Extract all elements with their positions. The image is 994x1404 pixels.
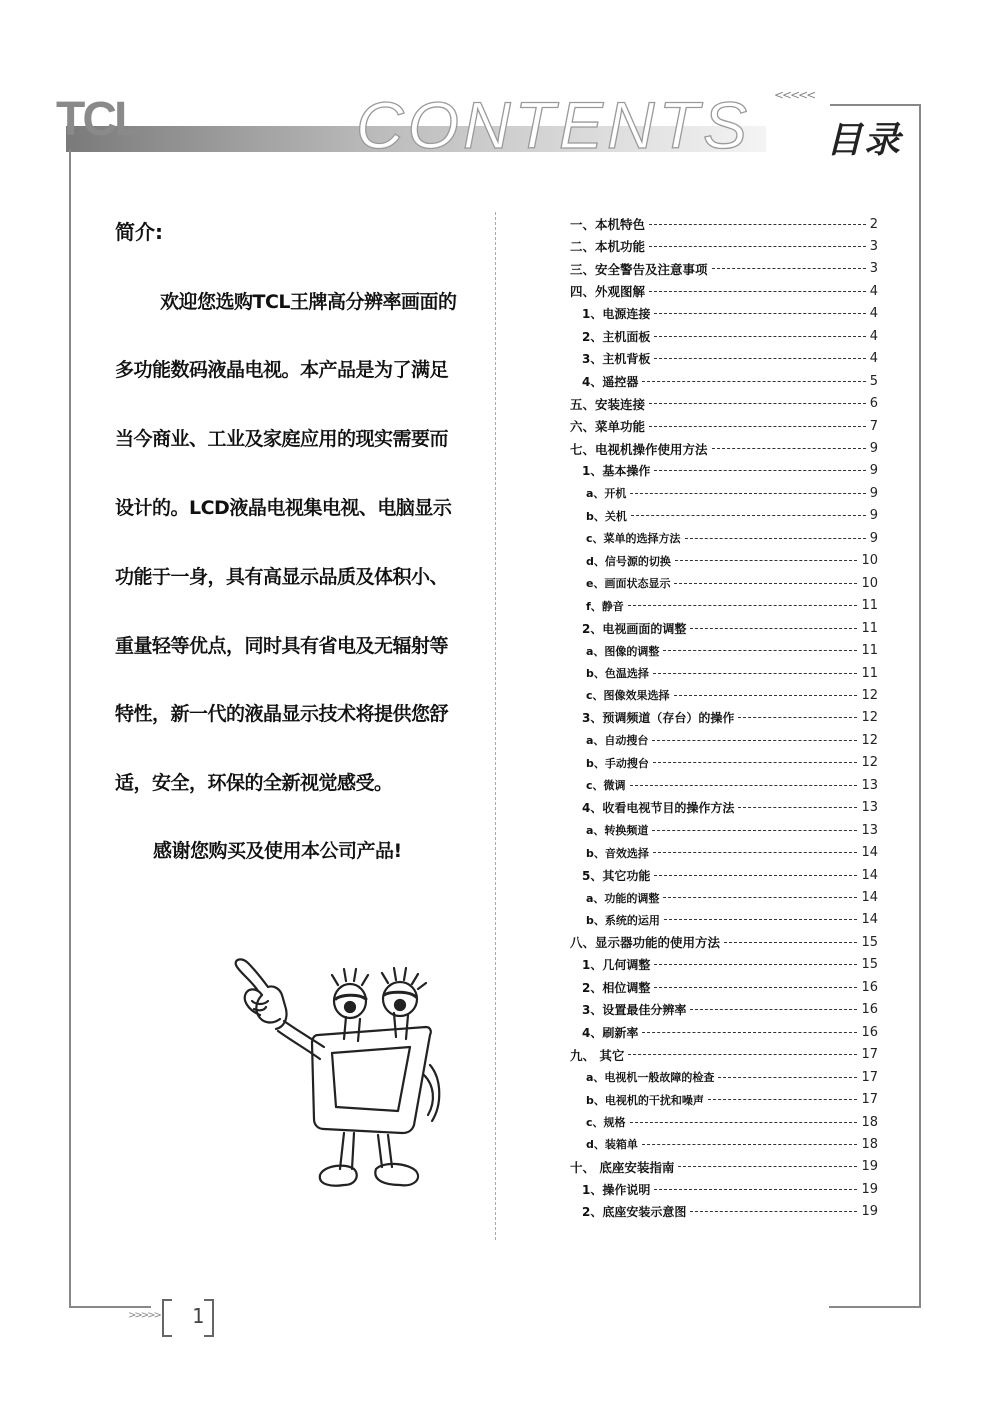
intro-line: 适，安全，环保的全新视觉感受。 xyxy=(115,772,393,794)
toc-entry-title: a、转换频道 xyxy=(586,824,649,838)
toc-entry-title: c、规格 xyxy=(586,1116,626,1129)
toc-entry-title: a、开机 xyxy=(586,487,627,501)
toc-entry-page: 4 xyxy=(869,351,878,367)
toc-entry xyxy=(570,842,878,864)
toc-entry-title: b、音效选择 xyxy=(586,846,649,860)
toc-entry xyxy=(570,729,878,751)
toc-dash-leader xyxy=(630,785,858,786)
toc-entry-title: 1、操作说明 xyxy=(582,1182,651,1197)
toc-entry-title: 1、电源连接 xyxy=(582,307,651,322)
toc-entry-title: 2、主机面板 xyxy=(582,329,651,344)
toc-entry-page: 6 xyxy=(869,396,878,412)
toc-dash-leader xyxy=(654,336,865,337)
toc-dash-leader xyxy=(685,538,866,539)
toc-entry xyxy=(570,1178,878,1200)
toc-entry-page: 14 xyxy=(861,890,878,905)
toc-entry xyxy=(570,1021,878,1043)
toc-dash-leader xyxy=(718,1077,857,1078)
toc-entry-page: 14 xyxy=(861,912,878,928)
toc-entry-title: d、信号源的切换 xyxy=(586,554,671,568)
toc-entry-title: 2、电视画面的调整 xyxy=(582,621,687,636)
toc-entry xyxy=(570,370,878,392)
toc-entry xyxy=(570,954,878,976)
contents-heading: CONTENTS xyxy=(356,88,751,162)
toc-dash-leader xyxy=(724,942,857,943)
intro-line: 当今商业、工业及家庭应用的现实需要而 xyxy=(115,428,449,450)
toc-entry-title: 2、底座安装示意图 xyxy=(582,1205,687,1220)
toc-entry-page: 18 xyxy=(861,1136,878,1152)
toc-entry-page: 9 xyxy=(869,463,878,479)
toc-entry-page: 5 xyxy=(869,373,878,389)
frame-top-right-line xyxy=(830,104,921,106)
toc-entry-title: 3、主机背板 xyxy=(582,352,651,367)
toc-entry xyxy=(570,1156,878,1178)
toc-entry-page: 3 xyxy=(869,261,878,277)
toc-dash-leader xyxy=(630,493,865,494)
toc-entry-title: 3、预调频道（存台）的操作 xyxy=(582,711,735,726)
page-number: 1 xyxy=(192,1304,205,1328)
toc-entry-title: a、功能的调整 xyxy=(586,891,660,905)
toc-entry xyxy=(570,684,878,706)
toc-dash-leader xyxy=(654,470,865,471)
toc-entry xyxy=(570,258,878,280)
toc-entry-page: 7 xyxy=(869,418,878,434)
toc-entry xyxy=(570,303,878,325)
toc-entry xyxy=(570,550,878,572)
frame-bottom-right-line xyxy=(829,1306,921,1308)
toc-entry-page: 4 xyxy=(869,283,878,299)
toc-entry xyxy=(570,864,878,886)
page-bracket-left xyxy=(162,1299,172,1337)
toc-entry xyxy=(570,1201,878,1223)
tv-mascot-illustration xyxy=(228,955,448,1195)
toc-dash-leader xyxy=(663,650,857,651)
toc-entry xyxy=(570,999,878,1021)
toc-entry xyxy=(570,393,878,415)
toc-entry xyxy=(570,662,878,684)
tcl-logo: TCL xyxy=(56,93,141,146)
toc-entry-page: 18 xyxy=(861,1114,878,1130)
toc-entry-page: 11 xyxy=(861,620,878,636)
toc-entry-page: 11 xyxy=(861,665,878,681)
toc-entry xyxy=(570,640,878,662)
toc-entry-page: 9 xyxy=(869,508,878,524)
toc-entry-page: 17 xyxy=(861,1069,878,1085)
toc-entry-title: 六、菜单功能 xyxy=(570,419,646,435)
toc-entry-page: 10 xyxy=(861,553,878,569)
page-title: 目录 xyxy=(826,119,903,161)
toc-entry xyxy=(570,1089,878,1111)
toc-entry xyxy=(570,797,878,819)
toc-entry xyxy=(570,415,878,437)
toc-entry-title: 七、电视机操作使用方法 xyxy=(570,441,708,457)
toc-dash-leader xyxy=(663,897,857,898)
toc-entry xyxy=(570,595,878,617)
toc-entry-page: 14 xyxy=(861,867,878,883)
toc-entry-title: d、装箱单 xyxy=(586,1138,638,1152)
toc-entry xyxy=(570,505,878,527)
toc-entry-page: 12 xyxy=(861,710,878,726)
toc-entry-title: b、关机 xyxy=(586,509,627,523)
toc-entry-page: 13 xyxy=(861,822,878,838)
toc-dash-leader xyxy=(642,381,865,382)
toc-entry xyxy=(570,931,878,953)
toc-entry-page: 17 xyxy=(861,1092,878,1108)
toc-dash-leader xyxy=(630,1122,858,1123)
header-chevrons: <<<<< xyxy=(774,88,815,102)
toc-entry-page: 19 xyxy=(861,1181,878,1197)
toc-entry xyxy=(570,617,878,639)
toc-dash-leader xyxy=(628,1054,857,1055)
toc-dash-leader xyxy=(664,919,858,920)
toc-dash-leader xyxy=(653,673,858,674)
toc-dash-leader xyxy=(631,515,866,516)
toc-dash-leader xyxy=(653,762,858,763)
toc-dash-leader xyxy=(652,740,857,741)
toc-dash-leader xyxy=(690,1009,857,1010)
toc-entry-title: 1、几何调整 xyxy=(582,958,651,973)
footer-chevrons: >>>>> xyxy=(128,1310,160,1321)
toc-entry-title: 5、其它功能 xyxy=(582,868,651,883)
toc-entry xyxy=(570,438,878,460)
toc-entry-title: f、静音 xyxy=(586,599,624,613)
toc-dash-leader xyxy=(642,1032,857,1033)
toc-dash-leader xyxy=(649,426,866,427)
toc-dash-leader xyxy=(654,1189,857,1190)
toc-entry xyxy=(570,1066,878,1088)
toc-entry xyxy=(570,819,878,841)
toc-entry-page: 13 xyxy=(861,777,878,793)
toc-entry xyxy=(570,235,878,257)
toc-dash-leader xyxy=(712,448,866,449)
toc-entry-page: 2 xyxy=(869,216,878,232)
toc-entry-title: 五、安装连接 xyxy=(570,396,646,412)
toc-entry-page: 19 xyxy=(861,1159,878,1175)
intro-line: 重量轻等优点，同时具有省电及无辐射等 xyxy=(115,635,449,657)
toc-entry-title: 九、 其它 xyxy=(570,1047,625,1063)
toc-entry-title: 八、显示器功能的使用方法 xyxy=(570,935,721,951)
toc-entry-title: a、自动搜台 xyxy=(586,734,649,748)
toc-entry-page: 12 xyxy=(861,755,878,771)
toc-entry-page: 16 xyxy=(861,1002,878,1018)
toc-entry-title: b、色温选择 xyxy=(586,667,649,680)
toc-entry-page: 15 xyxy=(861,957,878,973)
intro-line: 功能于一身，具有高显示品质及体积小、 xyxy=(115,566,449,588)
frame-right-line xyxy=(919,104,921,1308)
toc-dash-leader xyxy=(652,830,857,831)
intro-line: 欢迎您选购TCL王牌高分辨率画面的 xyxy=(160,291,457,313)
toc-entry-page: 10 xyxy=(861,575,878,591)
toc-entry xyxy=(570,707,878,729)
toc-entry-title: 4、遥控器 xyxy=(582,374,639,389)
toc-entry xyxy=(570,752,878,774)
toc-entry xyxy=(570,774,878,796)
toc-dash-leader xyxy=(649,246,866,247)
toc-entry-title: e、画面状态显示 xyxy=(586,577,671,591)
column-divider xyxy=(495,212,496,1240)
toc-dash-leader xyxy=(649,224,866,225)
toc-entry-title: 4、收看电视节目的操作方法 xyxy=(582,801,735,816)
toc-dash-leader xyxy=(628,605,858,606)
toc-entry-title: a、图像的调整 xyxy=(586,644,660,658)
toc-entry-title: 一、本机特色 xyxy=(570,217,646,232)
toc-dash-leader xyxy=(649,291,866,292)
toc-entry-page: 12 xyxy=(861,732,878,748)
toc-dash-leader xyxy=(653,852,858,853)
toc-dash-leader xyxy=(642,1144,858,1145)
intro-line: 特性，新一代的液晶显示技术将提供您舒 xyxy=(115,703,449,725)
toc-entry-page: 4 xyxy=(869,306,878,322)
toc-entry-title: c、菜单的选择方法 xyxy=(586,532,681,546)
toc-entry xyxy=(570,482,878,504)
frame-left-line xyxy=(69,150,71,1308)
toc-entry-title: c、图像效果选择 xyxy=(586,689,670,703)
toc-entry-page: 12 xyxy=(861,687,878,703)
toc-dash-leader xyxy=(654,875,857,876)
toc-entry-title: b、电视机的干扰和噪声 xyxy=(586,1093,704,1107)
toc-entry xyxy=(570,1044,878,1066)
toc-entry-page: 9 xyxy=(869,441,878,456)
toc-dash-leader xyxy=(674,583,857,584)
toc-entry-page: 13 xyxy=(861,800,878,816)
toc-entry xyxy=(570,572,878,594)
toc-entry-title: 三、安全警告及注意事项 xyxy=(570,261,708,277)
toc-dash-leader xyxy=(712,268,866,269)
toc-entry-title: 3、设置最佳分辨率 xyxy=(582,1003,687,1018)
toc-entry xyxy=(570,887,878,909)
toc-entry xyxy=(570,325,878,347)
toc-entry-title: 2、相位调整 xyxy=(582,980,651,995)
toc-entry xyxy=(570,348,878,370)
toc-dash-leader xyxy=(738,807,857,808)
intro-line: 多功能数码液晶电视。本产品是为了满足 xyxy=(115,359,449,381)
toc-entry-page: 19 xyxy=(861,1204,878,1220)
toc-dash-leader xyxy=(654,987,857,988)
toc-dash-leader xyxy=(654,313,865,314)
toc-entry-title: 十、 底座安装指南 xyxy=(570,1159,675,1175)
toc-dash-leader xyxy=(738,717,857,718)
toc-entry-page: 15 xyxy=(861,934,878,950)
toc-entry xyxy=(570,1111,878,1133)
toc-entry-page: 14 xyxy=(861,845,878,861)
toc-entry-title: b、系统的运用 xyxy=(586,913,660,927)
toc-entry xyxy=(570,213,878,235)
thanks-line: 感谢您购买及使用本公司产品! xyxy=(153,840,402,862)
toc-dash-leader xyxy=(675,560,858,561)
toc-entry-page: 4 xyxy=(869,328,878,344)
toc-entry-title: 1、基本操作 xyxy=(582,464,651,479)
toc-dash-leader xyxy=(654,358,865,359)
toc-dash-leader xyxy=(649,403,866,404)
toc-entry xyxy=(570,280,878,302)
toc-dash-leader xyxy=(708,1099,858,1100)
toc-entry-title: a、电视机一般故障的检查 xyxy=(586,1071,715,1085)
toc-dash-leader xyxy=(674,695,858,696)
toc-entry-title: 4、刷新率 xyxy=(582,1025,639,1040)
toc-entry-page: 9 xyxy=(869,530,878,546)
toc-entry-page: 11 xyxy=(861,643,878,659)
toc-dash-leader xyxy=(690,628,857,629)
toc-entry-page: 11 xyxy=(861,598,878,614)
toc-dash-leader xyxy=(678,1166,857,1167)
toc-entry xyxy=(570,1133,878,1155)
toc-dash-leader xyxy=(690,1211,857,1212)
page-bracket-right xyxy=(204,1299,214,1337)
toc-entry xyxy=(570,909,878,931)
toc-entry xyxy=(570,527,878,549)
intro-line: 设计的。LCD液晶电视集电视、电脑显示 xyxy=(115,497,452,519)
toc-entry-page: 3 xyxy=(869,238,878,254)
toc-dash-leader xyxy=(654,964,857,965)
toc-entry-page: 16 xyxy=(861,1024,878,1040)
frame-bottom-left-line xyxy=(69,1306,151,1308)
toc-entry-page: 17 xyxy=(861,1047,878,1063)
toc-entry-title: 二、本机功能 xyxy=(570,239,646,255)
toc-entry xyxy=(570,460,878,482)
toc-entry xyxy=(570,976,878,998)
toc-entry-title: b、手动搜台 xyxy=(586,756,649,770)
toc-entry-page: 16 xyxy=(861,979,878,995)
toc-entry-page: 9 xyxy=(869,485,878,501)
toc-entry-title: c、微调 xyxy=(586,779,626,793)
intro-heading: 简介: xyxy=(115,220,163,244)
toc-entry-title: 四、外观图解 xyxy=(570,284,646,300)
